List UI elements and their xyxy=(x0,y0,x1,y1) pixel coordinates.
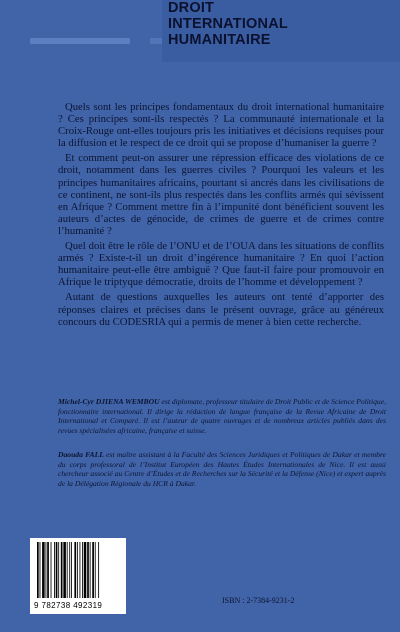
barcode-icon xyxy=(36,542,120,600)
decorative-bar xyxy=(30,38,130,44)
barcode-number: 9 782738 492319 xyxy=(34,601,103,610)
book-title xyxy=(168,0,388,48)
author-name: Daouda FALL xyxy=(58,450,104,459)
author-bio-text: est diplomate, professeur titulaire de Droit Public et de Science Politique, fonctionnaire international. Il dirige la rédaction de langue française de la Revue Africaine de Droit International et Comparé. Il est l’auteur de quatre ouvrages et de nombreux articles publiés dans des revues spécialisées africaine, française et suisse. xyxy=(58,397,386,435)
isbn-label: ISBN : 2-7384-9231-2 xyxy=(222,596,295,605)
blurb-paragraph: Et comment peut-on assurer une répression efficace des violations de ce droit, notamment dans les guerres civiles ? Pourquoi les valeurs et les principes humanitaires africains, pourtant si ancrés dans les civilisations de ce continent, ne sont-ils plus respectés dans les conflits armés qui sévissent en Afrique ? Comment mettre fin à l’impunité dont bénéficient souvent les auteurs d’actes de génocide, de crimes de guerre et de crimes contre l’humanité ? xyxy=(58,152,384,237)
title-line: DROIT xyxy=(168,0,215,16)
decorative-bar-small xyxy=(150,38,162,44)
blurb-text xyxy=(58,101,384,331)
author-name: Michel-Cyr DJIENA WEMBOU xyxy=(58,397,160,406)
author-bio-text: est maître assistant à la Faculté des Sciences Juridiques et Politiques de Dakar et membre du corps professoral de l’Institut Européen des Hautes Études Internationales de Nice. Il est aussi chercheur associé au Centre d’Études et de Recherches sur la Sécurité et la Défense (Nice) et expert auprès de la Délégation Régionale du HCR à Dakar. xyxy=(58,450,386,488)
blurb-paragraph: Quel doit être le rôle de l’ONU et de l’OUA dans les situations de conflits armés ? Existe-t-il un droit d’ingérence humanitaire ? En quoi l’action humanitaire peut-elle être ambiguë ? Que faut-il faire pour promouvoir en Afrique le triptyque démocratie, droits de l’homme et développement ? xyxy=(58,240,384,289)
title-line: HUMANITAIRE xyxy=(168,32,271,48)
author-bio xyxy=(58,450,386,488)
blurb-paragraph: Autant de questions auxquelles les auteurs ont tenté d’apporter des réponses claires et précises dans le présent ouvrage, grâce au généreux concours du CODESRIA qui a permis de mener à bien cette recherche. xyxy=(58,291,384,328)
author-bio xyxy=(58,397,386,435)
barcode xyxy=(30,538,126,614)
title-line: INTERNATIONAL xyxy=(168,16,288,32)
blurb-paragraph: Quels sont les principes fondamentaux du droit international humanitaire ? Ces principes sont-ils respectés ? La communauté internationale et la Croix-Rouge ont-elles toujours pris les initiatives et décisions requises pour la diffusion et le respect de ce droit qui se propose d’humaniser la guerre ? xyxy=(58,101,384,150)
